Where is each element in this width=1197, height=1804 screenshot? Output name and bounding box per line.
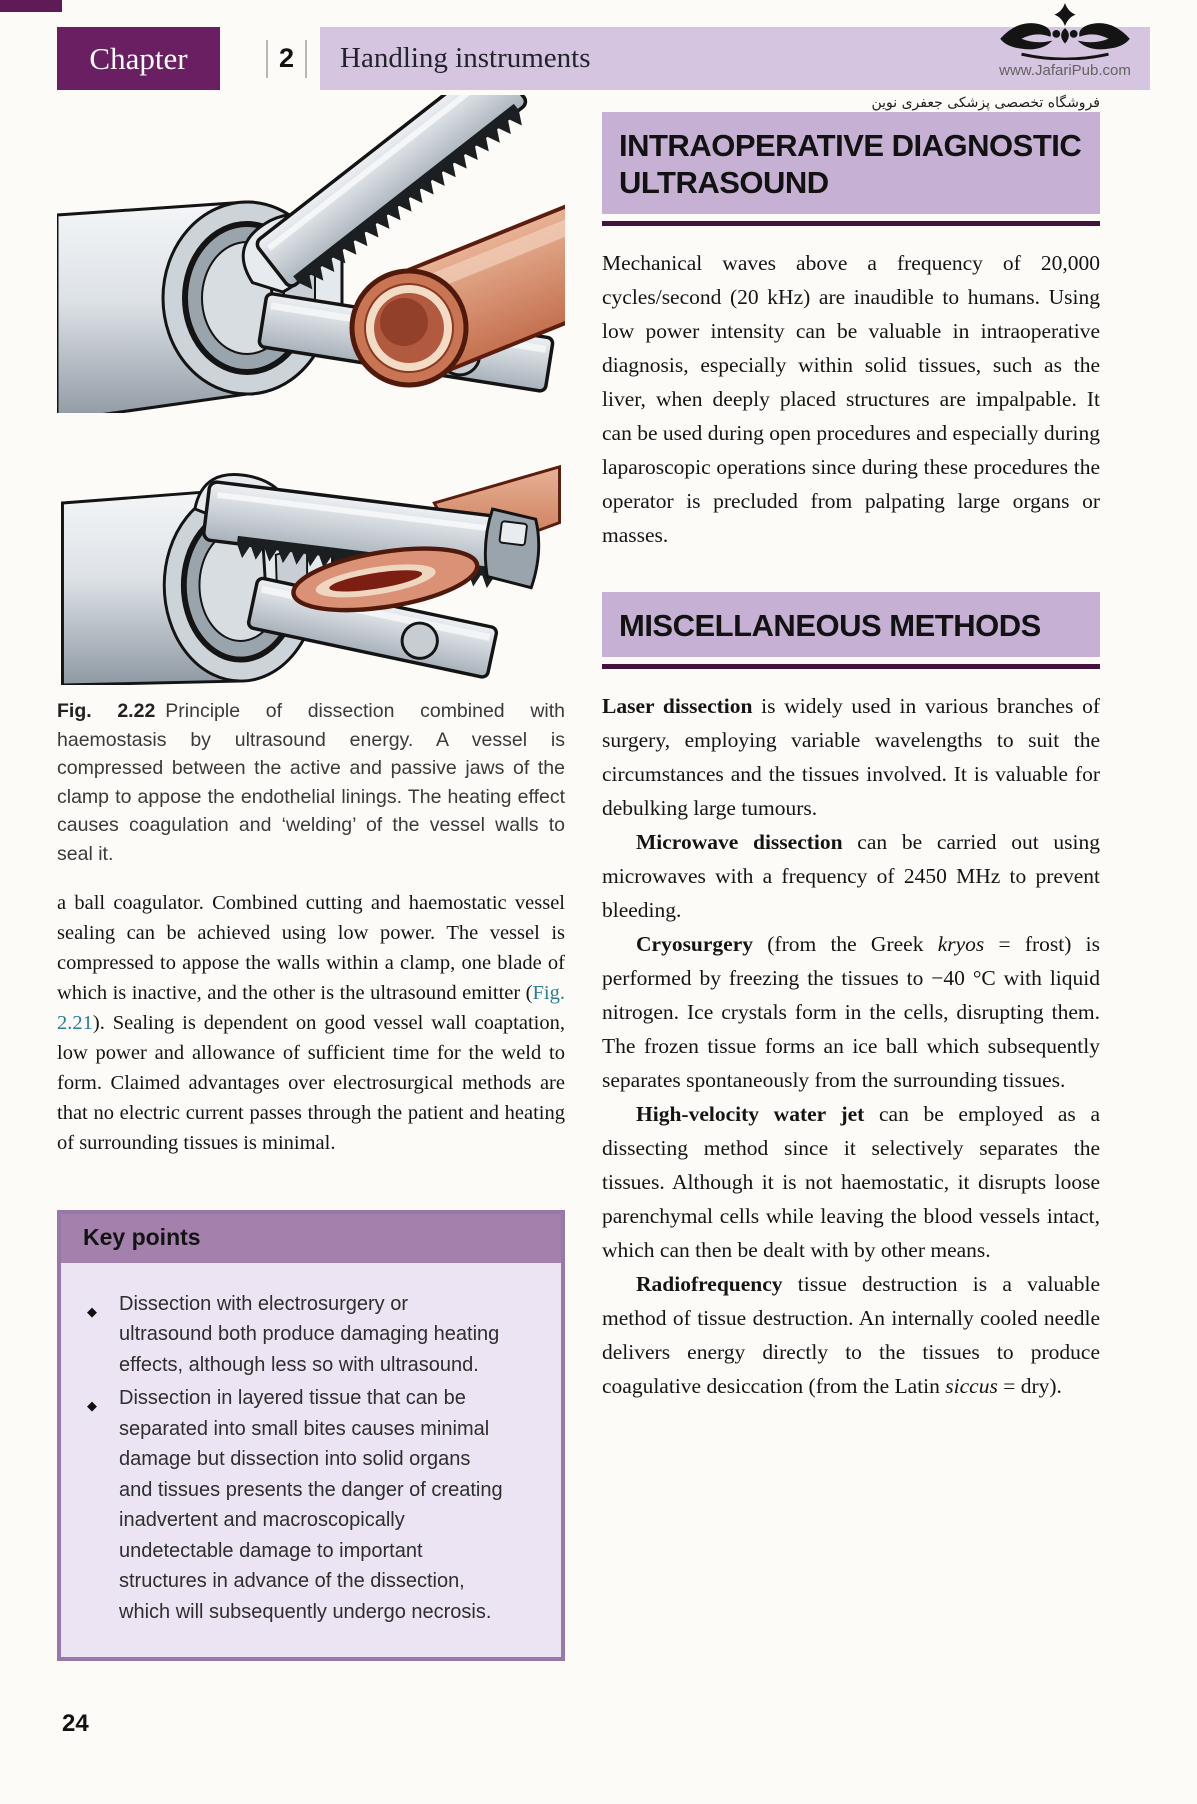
left-body-paragraph: [57, 888, 565, 1158]
term-laser-dissection: Laser dissection: [602, 694, 753, 718]
body-text: is widely used in various branches of surgery, employing variable wavelengths to suit the circumstances and the tissues involved. It is valuable for debulking large tumours.: [602, 694, 1100, 820]
body-text: tissue destruction is a valuable method of tissue destruction. An internally cooled needle delivers energy directly to the tissues to produce coagulative desiccation (from the Latin: [602, 1272, 1100, 1398]
paragraph-microwave: [602, 825, 1100, 927]
chapter-label: Chapter: [89, 40, 188, 76]
right-column: [602, 112, 1100, 1403]
key-points-title: Key points: [61, 1214, 561, 1263]
figure-caption-label: Fig. 2.22: [57, 700, 156, 722]
body-text: can be employed as a dissecting method since it selectively separates the tissues. Although it is not haemostatic, it disrupts loose parenchymal cells while leaving the blood vessels intact, which can then be dealt with by other means.: [602, 1102, 1100, 1262]
figure-panel-closed-jaws: [57, 413, 565, 685]
term-kryos: kryos: [937, 932, 985, 956]
paragraph-waterjet: [602, 1097, 1100, 1267]
paragraph-ultrasound: Mechanical waves above a frequency of 20,000 cycles/second (20 kHz) are inaudible to humans. Using low power intensity can be valuable in intraoperative diagnosis, especially within solid tissues, such as the liver, when deeply placed structures are impalpable. It can be used during open procedures and especially during laparoscopic operations since during these procedures the operator is precluded from palpating large organs or masses.: [602, 251, 1100, 547]
section-heading-intraoperative: INTRAOPERATIVE DIAGNOSTIC ULTRASOUND: [602, 112, 1100, 214]
term-microwave-dissection: Microwave dissection: [636, 830, 843, 854]
chapter-number: 2: [279, 43, 295, 73]
figure-panel-open-jaws: [57, 95, 565, 413]
paragraph-cryosurgery: [602, 927, 1100, 1097]
term-waterjet: High-velocity water jet: [636, 1102, 865, 1126]
key-point-text: Dissection in layered tissue that can be separated into small bites causes minimal damage but dissection into solid organs and tissues presents the danger of creating inadvertent and macroscopically undetectable damage to important structures in advance of the dissection, which will subsequently undergo necrosis.: [119, 1387, 503, 1623]
section-rule: [602, 664, 1100, 669]
divider-bar: [266, 40, 268, 78]
body-text: a ball coagulator. Combined cutting and haemostatic vessel sealing can be achieved using low power. The vessel is compressed to appose the walls within a clamp, one blade of which is inactive, and the other is the ultrasound emitter (: [57, 891, 565, 1004]
publisher-logo-block: [985, 2, 1145, 79]
term-siccus: siccus: [945, 1374, 998, 1398]
figure-2-21-link[interactable]: Fig. 2.21: [57, 981, 565, 1034]
term-radiofrequency: Radiofrequency: [636, 1272, 783, 1296]
publisher-tagline-farsi: فروشگاه تخصصی پزشکی جعفری نوین: [871, 95, 1100, 111]
paragraph-laser: [602, 689, 1100, 825]
divider-bar: [305, 40, 307, 78]
key-points-body: [61, 1263, 561, 1658]
key-point-text: Dissection with electrosurgery or ultrasound both produce damaging heating effects, although less so with ultrasound.: [119, 1292, 500, 1376]
publisher-logo-icon: [990, 2, 1140, 60]
term-cryosurgery: Cryosurgery: [636, 932, 754, 956]
figure-caption: [57, 697, 565, 868]
list-item: [87, 1383, 503, 1627]
body-text: (from the Greek: [753, 932, 938, 956]
body-text: = frost) is performed by freezing the tissues to −40 °C with liquid nitrogen. Ice crystals form in the cells, disrupting them. The frozen tissue forms an ice ball which subsequently separates spontaneously from the surrounding tissues.: [602, 932, 1100, 1092]
chapter-label-box: [57, 27, 220, 90]
corner-print-mark: [0, 0, 62, 12]
page-number: 24: [62, 1710, 89, 1737]
body-text: ). Sealing is dependent on good vessel wall coaptation, low power and allowance of sufficient time for the weld to form. Claimed advantages over electrosurgical methods are that no electric current passes through the patient and heating of surrounding tissues is minimal.: [57, 1011, 565, 1154]
page-title: Handling instruments: [340, 42, 591, 74]
body-text: can be carried out using microwaves with a frequency of 2450 MHz to prevent bleeding.: [602, 830, 1100, 922]
figure-caption-text: Principle of dissection combined with haemostasis by ultrasound energy. A vessel is compressed between the active and passive jaws of the clamp to appose the endothelial linings. The heating effect causes coagulation and ‘welding’ of the vessel walls to seal it.: [57, 700, 566, 865]
list-item: [87, 1289, 503, 1381]
chapter-number-block: [266, 27, 307, 90]
bullet-diamond-icon: ◆: [87, 1303, 97, 1319]
bullet-diamond-icon: ◆: [87, 1398, 97, 1413]
paragraph-radiofrequency: [602, 1267, 1100, 1403]
body-text: = dry).: [997, 1374, 1062, 1398]
publisher-url: www.JafariPub.com: [999, 62, 1131, 79]
section-rule: [602, 221, 1100, 226]
section-heading-miscellaneous: MISCELLANEOUS METHODS: [602, 592, 1100, 657]
left-column: [57, 95, 565, 1661]
key-points-box: [57, 1210, 565, 1662]
